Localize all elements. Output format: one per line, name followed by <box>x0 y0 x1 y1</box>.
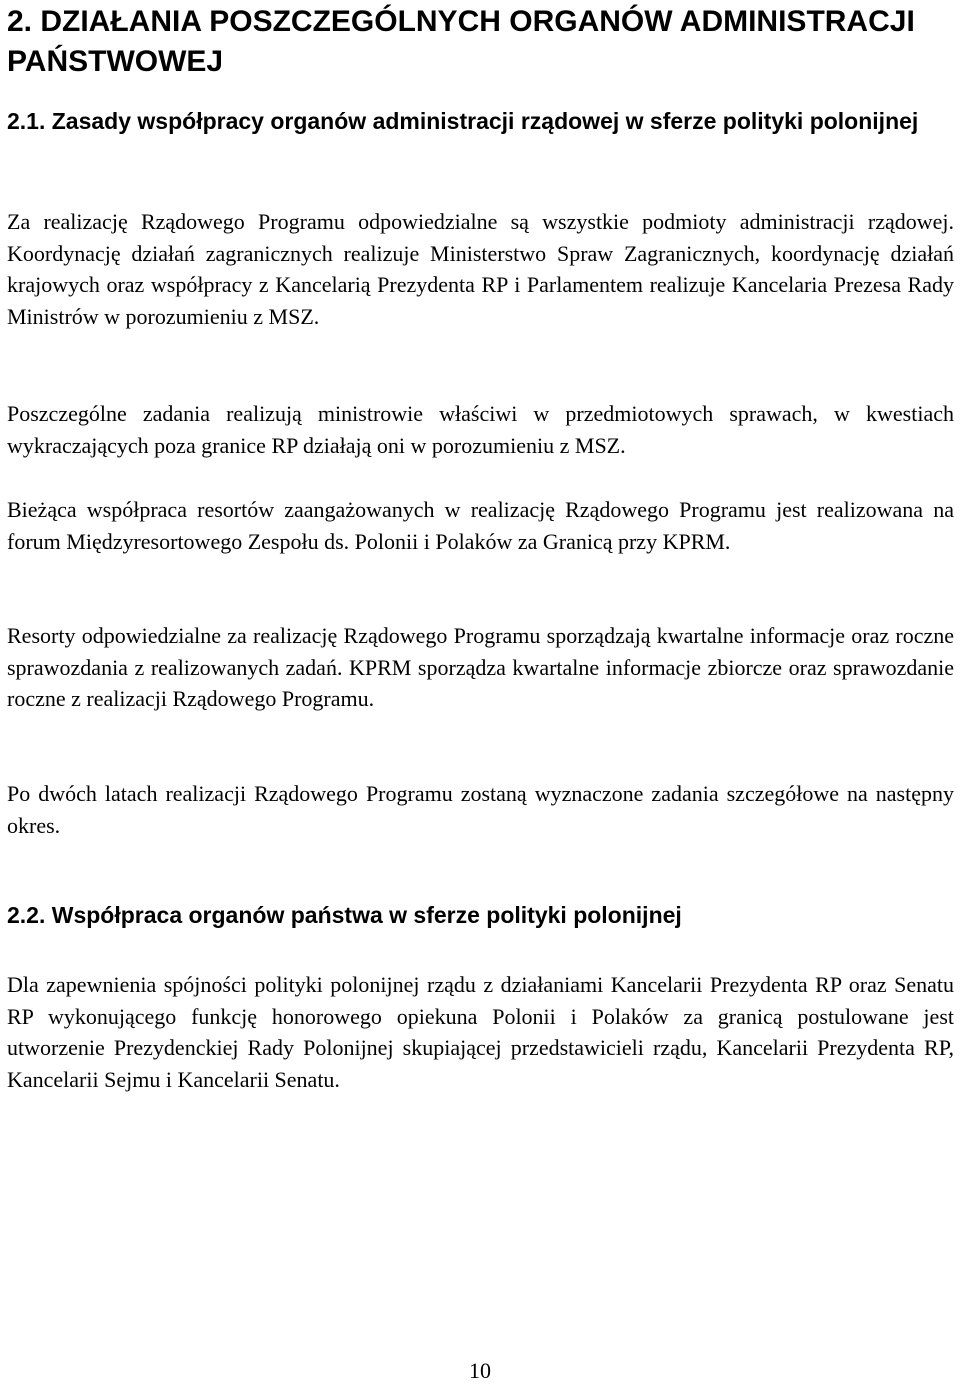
page-number: 10 <box>469 1358 491 1383</box>
paragraph-cooperation: Bieżąca współpraca resortów zaangażowanych w realizację Rządowego Programu jest realizowana na forum Międzyresortowego Zespołu ds. Polonii i Polaków za Granicą przy KPRM. <box>7 497 954 554</box>
section-heading-2-2: 2.2. Współpraca organów państwa w sferze polityki polonijnej <box>7 902 682 928</box>
paragraph-reporting: Resorty odpowiedzialne za realizację Rządowego Programu sporządzają kwartalne informacje oraz roczne sprawozdania z realizowanych zadań. KPRM sporządza kwartalne informacje zbiorcze oraz sprawozdanie roczne z realizacji Rządowego Programu. <box>7 623 954 711</box>
chapter-heading: 2. DZIAŁANIA POSZCZEGÓLNYCH ORGANÓW ADMINISTRACJI PAŃSTWOWEJ <box>7 5 915 78</box>
section-heading-2-1: 2.1. Zasady współpracy organów administracji rządowej w sferze polityki polonijnej <box>7 108 919 134</box>
paragraph-council: Dla zapewnienia spójności polityki polonijnej rządu z działaniami Kancelarii Prezydenta RP oraz Senatu RP wykonującego funkcję honorowego opiekuna Polonii i Polaków za granicą postulowane jest utworzenie Prezydenckiej Rady Polonijnej skupiającej przedstawicieli rządu, Kancelarii Prezydenta RP, Kancelarii Sejmu i Kancelarii Senatu. <box>7 972 954 1092</box>
document-page <box>7 0 954 1387</box>
paragraph-next-period: Po dwóch latach realizacji Rządowego Programu zostaną wyznaczone zadania szczegółowe na następny okres. <box>7 781 954 838</box>
paragraph-ministers: Poszczególne zadania realizują ministrowie właściwi w przedmiotowych sprawach, w kwestiach wykraczających poza granice RP działają oni w porozumieniu z MSZ. <box>7 401 954 458</box>
paragraph-responsibility: Za realizację Rządowego Programu odpowiedzialne są wszystkie podmioty administracji rządowej. Koordynację działań zagranicznych realizuje Ministerstwo Spraw Zagranicznych, koordynację działań krajowych oraz współpracy z Kancelarią Prezydenta RP i Parlamentem realizuje Kancelaria Prezesa Rady Ministrów w porozumieniu z MSZ. <box>7 209 954 329</box>
